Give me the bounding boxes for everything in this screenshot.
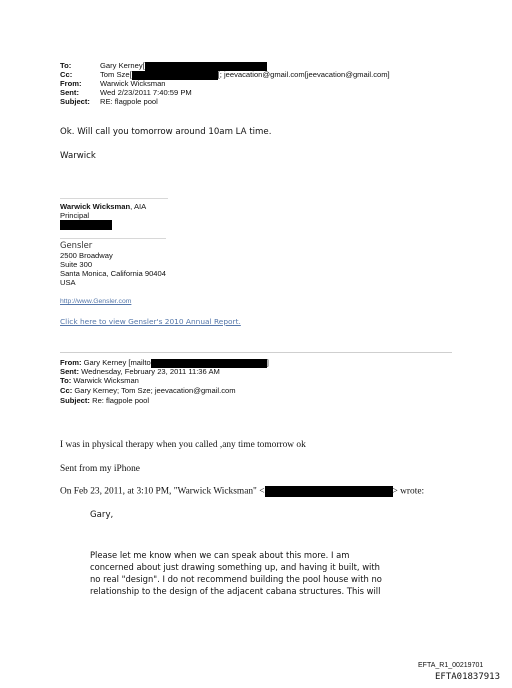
reply-signoff: Warwick (60, 151, 96, 161)
forward-to-row (60, 376, 139, 385)
header-cc-row (60, 70, 460, 79)
quoted-line: relationship to the design of the adjacent cabana structures. This will (90, 586, 381, 596)
forward-sent-label: Sent: (60, 367, 79, 376)
signature-name: Warwick Wicksman (60, 202, 131, 211)
forward-to-value: Warwick Wicksman (71, 376, 139, 385)
from-value: Warwick Wicksman (100, 79, 166, 88)
forward-from-close: ] (266, 358, 269, 367)
forward-sent-row (60, 367, 220, 376)
bates-number-2: EFTA01837913 (435, 672, 501, 682)
signature-address-2: Suite 300 (60, 260, 93, 269)
quote-prefix: On Feb 23, 2011, at 3:10 PM, "Warwick Wicksman" < (60, 486, 265, 497)
redaction-bar (265, 486, 393, 497)
bates-number-1: EFTA_R1_00219701 (418, 662, 484, 669)
reply-line: Ok. Will call you tomorrow around 10am LA time. (60, 127, 272, 137)
quote-suffix: > wrote: (392, 486, 425, 497)
signature-address-3: Santa Monica, California 90404 (60, 269, 166, 278)
header-subject-row (60, 97, 460, 106)
forward-subject-label: Subject: (60, 396, 90, 405)
redaction-bar (60, 220, 112, 230)
message-line: I was in physical therapy when you called ,any time tomorrow ok (60, 440, 306, 450)
forward-cc-label: Cc: (60, 386, 73, 395)
cc-tail: [; jeevacation@gmail.com[jeevacation@gmail.com] (217, 70, 390, 79)
forward-cc-value: Gary Kerney; Tom Sze; jeevacation@gmail.com (72, 386, 236, 395)
signature-divider (60, 238, 166, 239)
annual-report-link[interactable]: Click here to view Gensler's 2010 Annual Report. (60, 317, 241, 326)
quoted-line: concerned about just drawing something up, and having it built, with (90, 562, 380, 572)
signature-country: USA (60, 278, 76, 287)
signature-address-1: 2500 Broadway (60, 251, 113, 260)
quoted-line: no real "design". I do not recommend building the pool house with no (90, 574, 382, 584)
forward-subject-value: Re: flagpole pool (89, 396, 150, 405)
sent-value: Wed 2/23/2011 7:40:59 PM (100, 88, 192, 97)
signature-credential: , AIA (130, 202, 147, 211)
forward-subject-row (60, 396, 149, 405)
subject-value: RE: flagpole pool (100, 97, 158, 106)
signature-company: Gensler (60, 240, 93, 250)
signature-name-line (60, 202, 146, 211)
quote-attribution (60, 486, 424, 497)
email-header (60, 61, 460, 109)
quoted-greeting: Gary, (90, 510, 114, 520)
subject-label: Subject: (60, 97, 90, 106)
website-link[interactable]: http://www.Gensler.com (60, 298, 132, 305)
quoted-paragraph (90, 549, 382, 597)
to-label: To: (60, 61, 72, 70)
forward-from-value: Gary Kerney [mailto (81, 358, 151, 367)
forward-from-label: From: (60, 358, 82, 367)
header-to-row (60, 61, 460, 70)
forward-sent-value: Wednesday, February 23, 2011 11:36 AM (78, 367, 220, 376)
header-sent-row (60, 88, 460, 97)
cc-value: Tom Sze[ (100, 70, 132, 79)
cc-label: Cc: (60, 70, 73, 79)
to-value: Gary Kerney[ (100, 61, 145, 70)
sent-label: Sent: (60, 88, 79, 97)
forward-to-label: To: (60, 376, 72, 385)
quoted-line: Please let me know when we can speak about this more. I am (90, 550, 350, 560)
signature-title: Principal (60, 211, 90, 220)
signature-divider (60, 198, 168, 199)
forward-divider (60, 352, 452, 353)
message-signature: Sent from my iPhone (60, 464, 140, 474)
from-label: From: (60, 79, 82, 88)
header-from-row (60, 79, 460, 88)
forward-cc-row (60, 386, 236, 395)
